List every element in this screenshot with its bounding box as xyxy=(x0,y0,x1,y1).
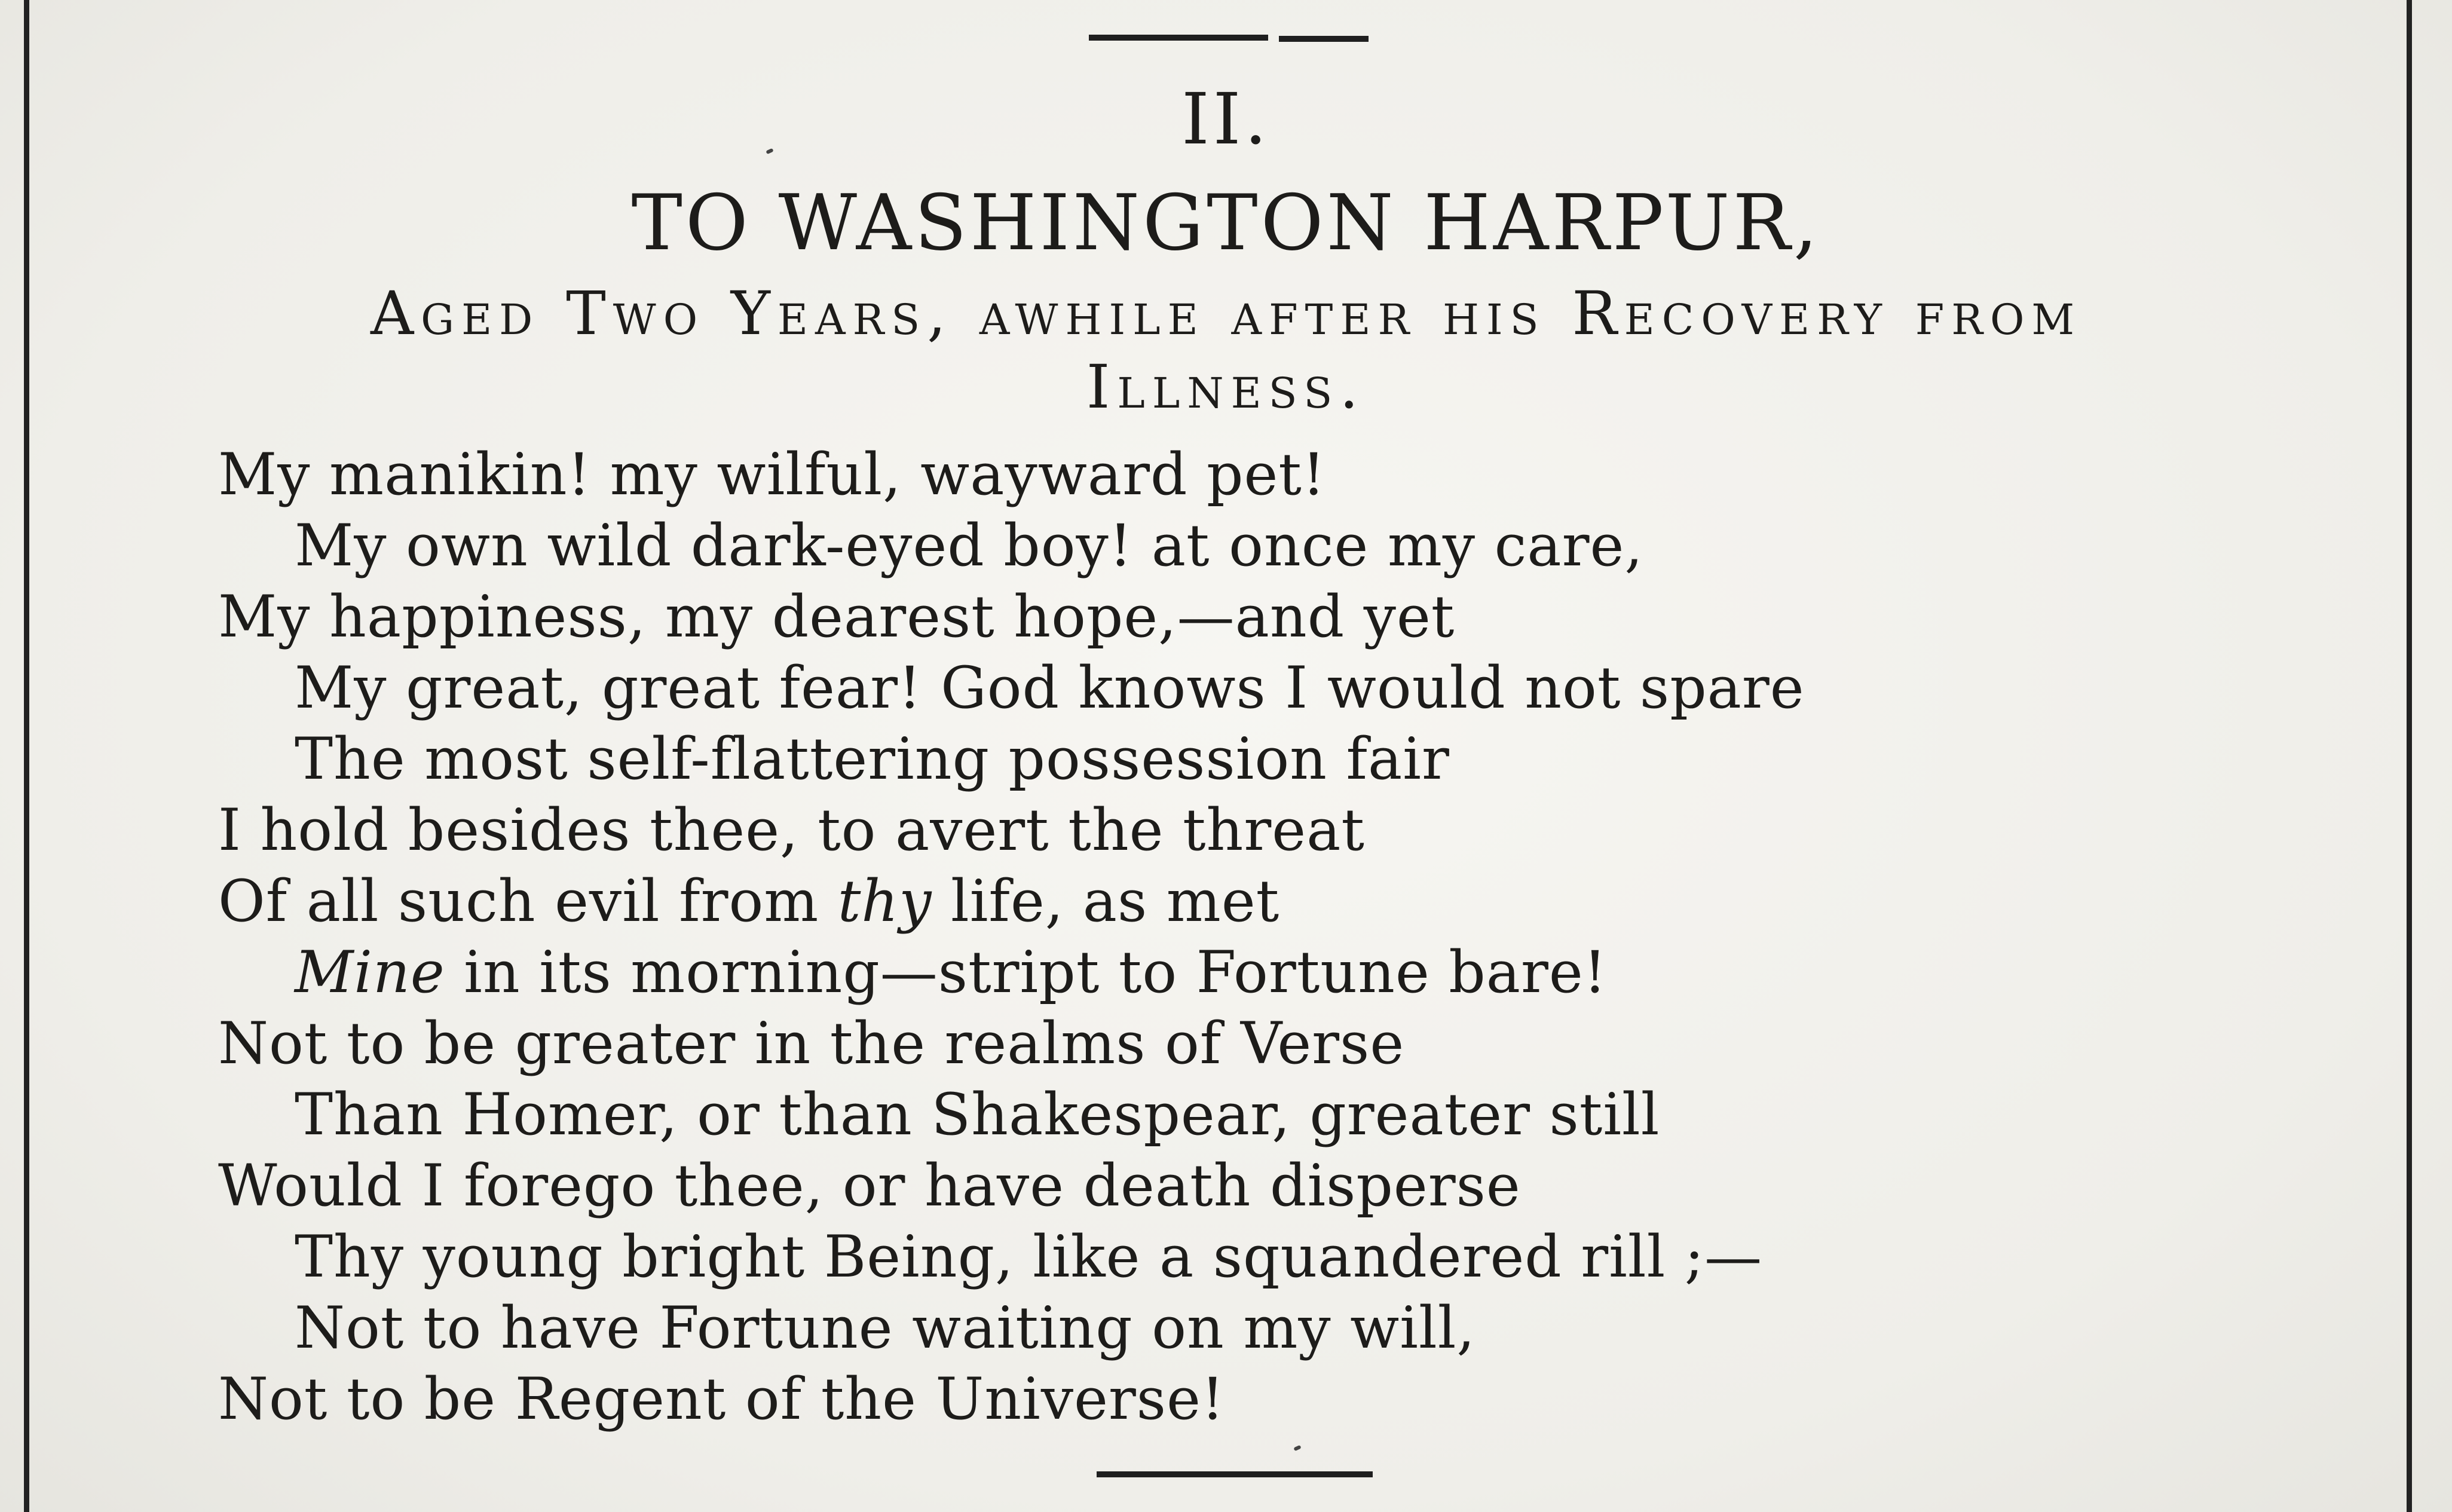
poem-line-italic: thy xyxy=(837,868,932,935)
poem-line-text: Not to be Regent of the Universe! xyxy=(218,1366,1225,1433)
poem-subtitle-line-1: Aged Two Years, awhile after his Recovery from xyxy=(370,278,2082,348)
poem-line-text: Not to be greater in the realms of Verse xyxy=(218,1010,1405,1077)
poem-line-text: The most self-flattering possession fair xyxy=(295,726,1450,792)
poem-line xyxy=(218,1008,2346,1079)
ink-speck xyxy=(1293,1445,1301,1452)
section-numeral: II. xyxy=(1181,78,1271,160)
poem-line-text: Of all such evil from xyxy=(218,868,838,935)
poem-line xyxy=(218,1364,2346,1435)
poem-line-text: My manikin! my wilful, wayward pet! xyxy=(218,441,1326,508)
poem-line-text: life, as met xyxy=(932,868,1280,935)
poem-line xyxy=(218,724,2346,795)
poem-line xyxy=(218,1150,2346,1222)
poem-line xyxy=(218,937,2346,1008)
poem-line-text: My great, great fear! God knows I would not spare xyxy=(295,654,1805,721)
poem-line-text: Than Homer, or than Shakespear, greater still xyxy=(295,1081,1660,1148)
poem-title: TO WASHINGTON HARPUR, xyxy=(631,179,1821,268)
poem-line-text: My happiness, my dearest hope,—and yet xyxy=(218,583,1455,650)
poem-line xyxy=(218,1079,2346,1150)
poem-line xyxy=(218,581,2346,653)
poem-line-text: I hold besides thee, to avert the threat xyxy=(218,797,1365,864)
poem-line xyxy=(218,510,2346,581)
poem-line-text: Would I forego thee, or have death disperse xyxy=(218,1152,1521,1219)
poem-line-text: My own wild dark-eyed boy! at once my care, xyxy=(295,512,1643,579)
poem-line xyxy=(218,439,2346,510)
poem-line xyxy=(218,653,2346,724)
poem-line-italic: Mine xyxy=(295,939,445,1006)
poem-line-text: Not to have Fortune waiting on my will, xyxy=(295,1294,1476,1361)
poem-line-text: Thy young bright Being, like a squandered rill ;— xyxy=(295,1223,1763,1290)
top-separator-rule-short xyxy=(1279,36,1369,42)
poem-line xyxy=(218,795,2346,866)
poem-line xyxy=(218,1222,2346,1293)
poem-line xyxy=(218,1293,2346,1364)
poem-subtitle-line-2: Illness. xyxy=(1086,352,1366,422)
top-separator-rule xyxy=(1089,35,1268,41)
poem-line-text: in its morning—stript to Fortune bare! xyxy=(445,939,1608,1006)
poem-line xyxy=(218,866,2346,937)
poem-body xyxy=(218,439,2346,1435)
bottom-separator-rule xyxy=(1097,1471,1373,1477)
